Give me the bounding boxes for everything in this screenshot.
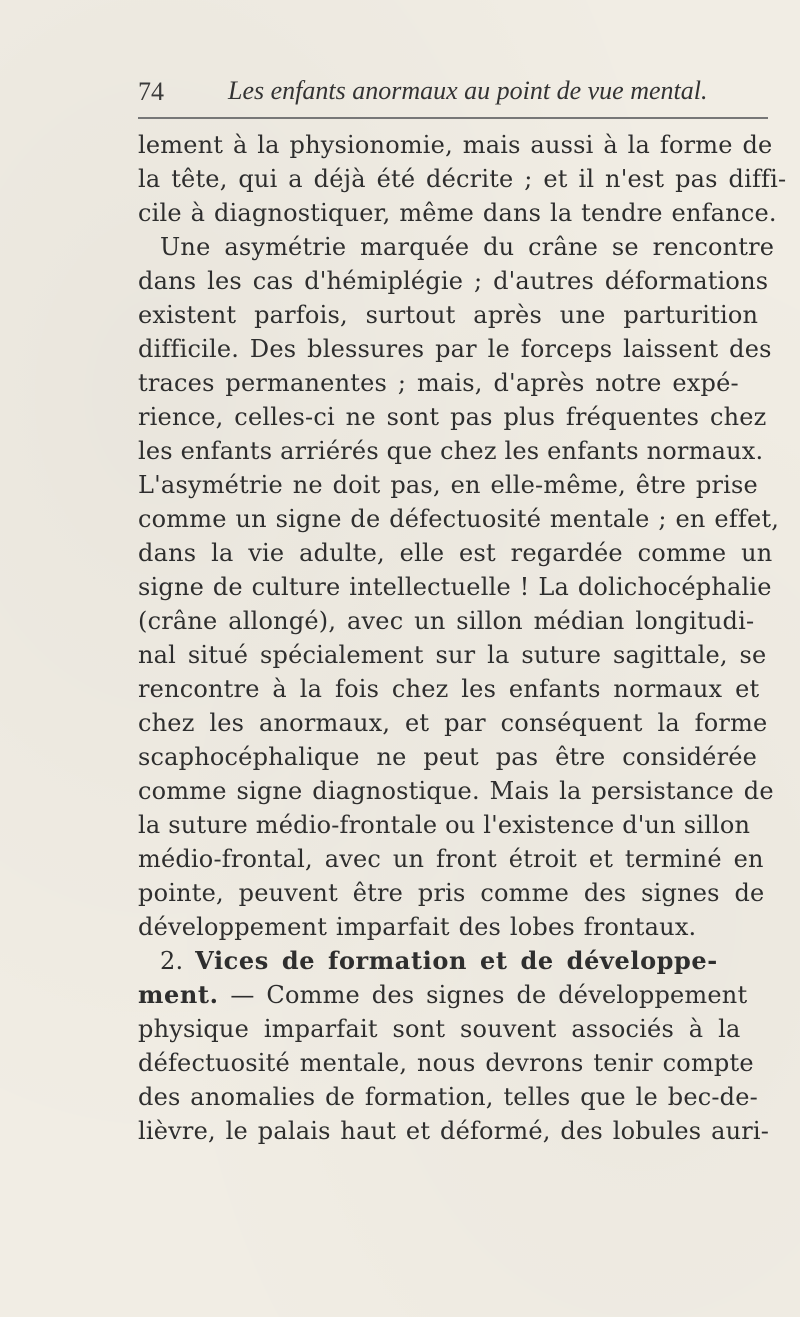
text-line: physique imparfait sont souvent associés à la — [138, 1015, 741, 1043]
text-line: existent parfois, surtout après une parturition — [138, 301, 759, 329]
text-line: comme signe diagnostique. Mais la persistance de — [138, 777, 774, 805]
text-line: nal situé spécialement sur la suture sagittale, se — [138, 641, 767, 669]
text-line: traces permanentes ; mais, d'après notre expé- — [138, 369, 739, 397]
text-line: rencontre à la fois chez les enfants normaux et — [138, 675, 760, 703]
text-line: signe de culture intellectuelle ! La dolichocéphalie — [138, 573, 772, 601]
text-line: cile à diagnostiquer, même dans la tendre enfance. — [138, 199, 777, 227]
text-line: pointe, peuvent être pris comme des signes de — [138, 879, 765, 907]
text-line: les enfants arriérés que chez les enfants normaux. — [138, 437, 764, 465]
text-line: lièvre, le palais haut et déformé, des lobules auri- — [138, 1117, 770, 1145]
text-line: des anomalies de formation, telles que le bec-de- — [138, 1083, 758, 1111]
page-number: 74 — [138, 77, 164, 106]
section-heading-continuation — [138, 980, 747, 1010]
running-title: Les enfants anormaux au point de vue mental. — [228, 76, 708, 105]
text-line: comme un signe de défectuosité mentale ; en effet, — [138, 505, 780, 533]
text-line: lement à la physionomie, mais aussi à la forme de — [138, 131, 773, 159]
text-line: scaphocéphalique ne peut pas être considérée — [138, 743, 758, 771]
text-line: la tête, qui a déjà été décrite ; et il n'est pas diffi- — [138, 165, 787, 193]
text-line: chez les anormaux, et par conséquent la forme — [138, 709, 768, 737]
text-line: Une asymétrie marquée du crâne se rencontre — [160, 233, 775, 261]
text-line: médio-frontal, avec un front étroit et terminé en — [138, 845, 764, 873]
text-line: (crâne allongé), avec un sillon médian longitudi- — [138, 607, 755, 635]
header-rule — [138, 117, 768, 119]
section-heading: Vices de formation et de développe- — [195, 946, 718, 975]
section-heading-line — [160, 946, 718, 976]
section-heading-end: ment. — [138, 980, 219, 1009]
text-line: L'asymétrie ne doit pas, en elle-même, être prise — [138, 471, 758, 499]
text-line: rience, celles-ci ne sont pas plus fréquentes chez — [138, 403, 767, 431]
text-line: la suture médio-frontale ou l'existence d'un sillon — [138, 811, 751, 839]
text-line: difficile. Des blessures par le forceps laissent des — [138, 335, 772, 363]
text-line: défectuosité mentale, nous devrons tenir compte — [138, 1049, 754, 1077]
text-line: dans la vie adulte, elle est regardée comme un — [138, 539, 773, 567]
text-line: développement imparfait des lobes frontaux. — [138, 913, 697, 941]
section-number: 2. — [160, 947, 184, 975]
text-line: dans les cas d'hémiplégie ; d'autres déformations — [138, 267, 769, 295]
section-text: — Comme des signes de développement — [218, 981, 748, 1009]
page-header — [138, 70, 768, 120]
